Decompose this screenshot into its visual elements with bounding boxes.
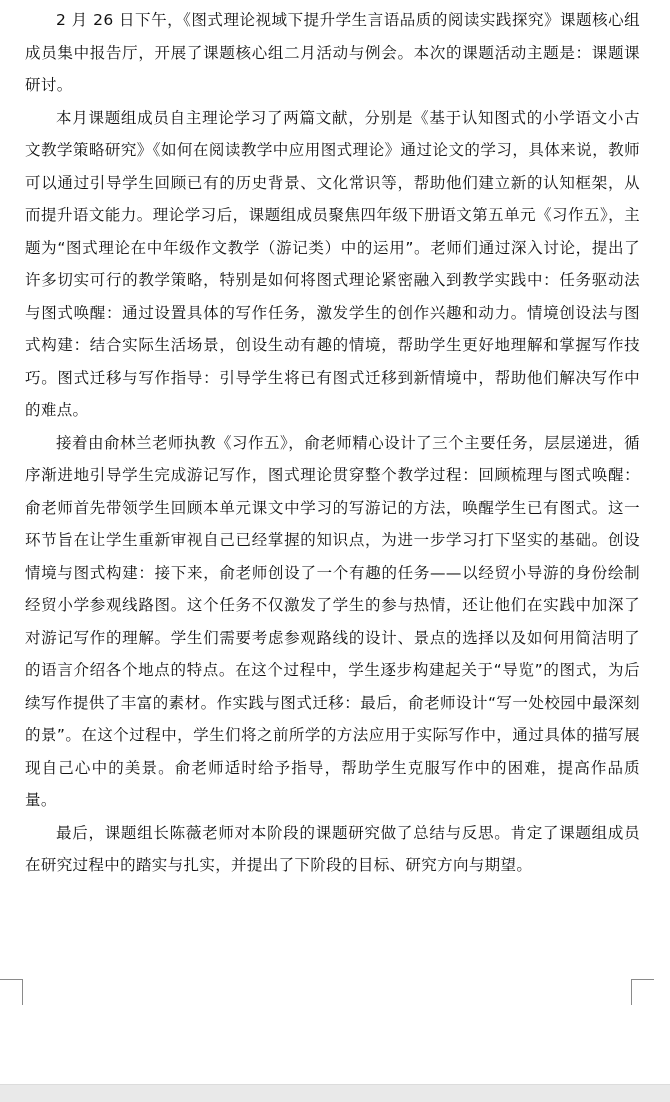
paragraph-theory-study: 本月课题组成员自主理论学习了两篇文献，分别是《基于认知图式的小学语文小古文教学策略研究》《如何在阅读教学中应用图式理论》通过论文的学习，具体来说，教师可以通过引导学生回顾已有的历史背景、文化常识等，帮助他们建立新的认知框架，从而提升语文能力。理论学习后，课题组成员聚焦四年级下册语文第五单元《习作五》，主题为“图式理论在中年级作文教学（游记类）中的运用”。老师们通过深入讨论，提出了许多切实可行的教学策略，特别是如何将图式理论紧密融入到教学实践中：任务驱动法与图式唤醒：通过设置具体的写作任务，激发学生的创作兴趣和动力。情境创设法与图式构建：结合实际生活场景，创设生动有趣的情境，帮助学生更好地理解和掌握写作技巧。图式迁移与写作指导：引导学生将已有图式迁移到新情境中，帮助他们解决写作中的难点。 [25, 108, 640, 419]
page-gap-bar [0, 1084, 670, 1102]
paragraph-lesson: 接着由俞林兰老师执教《习作五》，俞老师精心设计了三个主要任务，层层递进，循序渐进地引导学生完成游记写作，图式理论贯穿整个教学过程：回顾梳理与图式唤醒：俞老师首先带领学生回顾本单元课文中学习的写游记的方法，唤醒学生已有图式。这一环节旨在让学生重新审视自己已经掌握的知识点，为进一步学习打下坚实的基础。创设情境与图式构建：接下来，俞老师创设了一个有趣的任务——以经贸小导游的身份绘制经贸小学参观线路图。这个任务不仅激发了学生的参与热情，还让他们在实践中加深了对游记写作的理解。学生们需要考虑参观路线的设计、景点的选择以及如何用简洁明了的语言介绍各个地点的特点。在这个过程中，学生逐步构建起关于“导览”的图式，为后续写作提供了丰富的素材。作实践与图式迁移：最后，俞老师设计“写一处校园中最深刻的景”。在这个过程中，学生们将之前所学的方法应用于实际写作中，通过具体的描写展现自己心中的美景。俞老师适时给予指导，帮助学生克服写作中的困难，提高作品质量。 [25, 433, 640, 809]
right-margin-marker [631, 979, 654, 1005]
left-margin-marker [0, 979, 23, 1005]
paragraph-intro: 2 月 26 日下午，《图式理论视域下提升学生言语品质的阅读实践探究》课题核心组成员集中报告厅，开展了课题核心组二月活动与例会。本次的课题活动主题是：课题课研讨。 [25, 11, 640, 94]
document-body[interactable] [25, 4, 640, 882]
paragraph-summary: 最后，课题组长陈薇老师对本阶段的课题研究做了总结与反思。肯定了课题组成员在研究过程中的踏实与扎实，并提出了下阶段的目标、研究方向与期望。 [25, 823, 640, 874]
